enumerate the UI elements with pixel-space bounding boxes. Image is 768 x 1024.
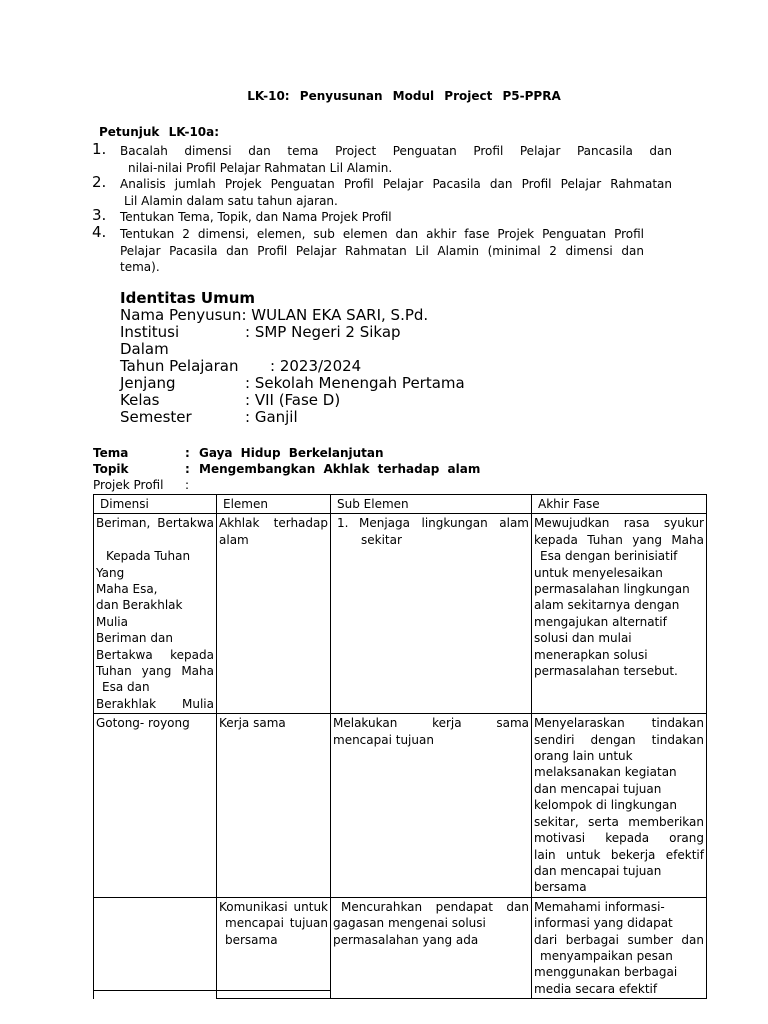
instruction-number: 3. [92,206,107,224]
header-sub-elemen: Sub Elemen [331,495,532,514]
cell-line: Melakukan kerja sama [333,716,529,731]
cell-line: menyampaikan pesan [540,948,673,963]
cell-akhir-fase [532,897,707,998]
identitas-umum [120,289,465,426]
cell-sub-elemen [331,514,532,714]
instruction-text-cont: Lil Alamin dalam satu tahun ajaran. [124,193,338,208]
cell-line: untuk menyelesaikan [534,565,663,580]
cell-line: dari berbagai sumber dan [534,932,704,947]
cell-line: Gotong- royong [96,716,190,731]
cell-line: bersama [534,880,587,895]
topik-value: Mengembangkan Akhlak terhadap alam [199,462,481,476]
cell-line: solusi dan mulai [534,631,632,646]
cell-line: Mewujudkan rasa syukur [534,516,704,531]
instruction-number: 2. [92,173,107,191]
cell-line: Yang [96,565,125,580]
tahun-label: Tahun Pelajaran [120,357,239,375]
cell-line: melaksanakan kegiatan [534,765,677,780]
instruction-text-cont: tema). [120,260,160,274]
instruction-item-2 [92,173,672,209]
cell-line: permasalahan lingkungan [534,582,690,597]
cell-line: Tuhan yang Maha [96,664,214,679]
petunjuk-heading: Petunjuk LK-10a: [99,125,220,139]
semester-label: Semester [120,408,192,426]
tema-label: Tema [93,446,129,460]
cell-line: sekitar [361,532,402,547]
cell-line: Beriman, Bertakwa [96,516,214,531]
cell-line: Akhlak terhadap [219,516,328,531]
cell-line: bersama [225,932,278,947]
cell-akhir-fase [532,714,707,897]
table-row [94,714,707,897]
cell-sub-elemen [331,897,532,998]
cell-line: lain untuk bekerja efektif [534,847,704,862]
sub-number: 1. [337,516,349,531]
cell-akhir-fase [532,514,707,714]
kelas-label: Kelas [120,391,160,409]
tema-colon: : [185,446,190,460]
instruction-text-cont: nilai-nilai Profil Pelajar Rahmatan Lil Alamin. [128,160,393,175]
cell-line: mengajukan alternatif [534,614,667,629]
instruction-item-4 [92,223,644,276]
dimension-table [93,494,707,999]
cell-line: Bertakwa kepada [96,647,214,662]
cell-line: mencapai tujuan [333,732,434,747]
identitas-heading: Identitas Umum [120,289,256,307]
cell-line: kepada Tuhan yang Maha [534,532,704,547]
header-dimensi: Dimensi [94,495,217,514]
cell-line: permasalahan yang ada [333,932,479,947]
cell-line: dan mencapai tujuan [534,863,662,878]
instruction-text: Tentukan Tema, Topik, dan Nama Projek Profil [120,210,392,224]
page-title: LK-10: Penyusunan Modul Project P5-PPRA [247,89,561,103]
cell-line: sendiri dengan tindakan [534,732,704,747]
cell-line: media secara efektif [534,981,658,996]
cell-line: mencapai tujuan [225,916,328,931]
projek-colon: : [185,478,190,492]
cell-dimensi-empty [94,897,217,998]
instruction-item-1 [92,140,672,176]
jenjang-label: Jenjang [120,374,176,392]
cell-line: Menyelaraskan tindakan [534,716,704,731]
cell-line: Kerja sama [219,716,286,731]
table-row [94,897,707,998]
table-header-row [94,495,707,514]
cell-line: Esa dan [102,680,150,695]
cell-line: informasi yang didapat [534,916,673,931]
cell-line: orang lain untuk [534,749,633,764]
instruction-text: Tentukan 2 dimensi, elemen, sub elemen dan akhir fase Projek Penguatan Profil [120,227,644,241]
cell-line [96,532,214,548]
instruction-number: 1. [92,140,107,158]
cell-line: menerapkan solusi [534,647,648,662]
instruction-item-3 [92,206,672,226]
cell-elemen [217,897,331,998]
cell-sub-elemen [331,714,532,897]
header-elemen: Elemen [217,495,331,514]
cell-line: sekitar, serta memberikan [534,814,704,829]
cell-line: alam sekitarnya dengan [534,598,680,613]
tema-value: Gaya Hidup Berkelanjutan [199,446,384,460]
jenjang-value: : Sekolah Menengah Pertama [245,374,465,392]
tahun-value: : 2023/2024 [270,357,362,375]
instruction-number: 4. [92,223,107,241]
cell-line: gagasan mengenai solusi [333,916,486,931]
instruction-text: Bacalah dimensi dan tema Project Penguatan Profil Pelajar Pancasila dan [120,144,672,158]
semester-value: : Ganjil [245,408,298,426]
topik-label: Topik [93,462,129,476]
cell-line: Memahami informasi- [534,899,665,914]
cell-line: permasalahan tersebut. [534,664,678,679]
cell-line: Kepada Tuhan [106,549,191,564]
cell-line: Mulia [96,614,128,629]
cell-line: kelompok di lingkungan [534,798,678,813]
instruction-text-cont: Pelajar Pacasila dan Profil Pelajar Rahmatan Lil Alamin (minimal 2 dimensi dan [120,243,644,258]
institusi-value-cont: Dalam [120,340,169,358]
cell-line: alam [219,532,249,547]
instruction-text: Analisis jumlah Projek Penguatan Profil Pelajar Pacasila dan Profil Pelajar Rahmatan [120,177,672,191]
cell-line: Maha Esa, [96,582,158,597]
cell-line: Mencurahkan pendapat dan [341,899,529,914]
cell-line [337,515,529,531]
cell-line: dan Berakhlak [96,598,183,613]
cell-text: Menjaga lingkungan alam [359,516,529,531]
kelas-value: : VII (Fase D) [245,391,341,409]
header-akhir-fase: Akhir Fase [532,495,707,514]
institusi-value: : SMP Negeri 2 Sikap [245,323,401,341]
cell-line: Beriman dan [96,631,173,646]
cell-dimensi [94,714,217,897]
cell-line: dan mencapai tujuan [534,781,662,796]
cell-line: motivasi kepada orang [534,831,704,846]
cell-line: Berakhlak Mulia [96,696,214,711]
cell-elemen [217,514,331,714]
topik-colon: : [185,462,190,476]
table-row [94,514,707,714]
institusi-label: Institusi [120,323,180,341]
cell-line: Esa dengan berinisiatif [540,549,678,564]
cell-dimensi [94,514,217,714]
cell-line: Komunikasi untuk [219,899,328,914]
cell-elemen [217,714,331,897]
projek-label: Projek Profil [93,478,164,492]
table-bottom-rule [93,990,330,991]
cell-line: menggunakan berbagai [534,965,678,980]
nama-penyusun: Nama Penyusun: WULAN EKA SARI, S.Pd. [120,306,429,324]
